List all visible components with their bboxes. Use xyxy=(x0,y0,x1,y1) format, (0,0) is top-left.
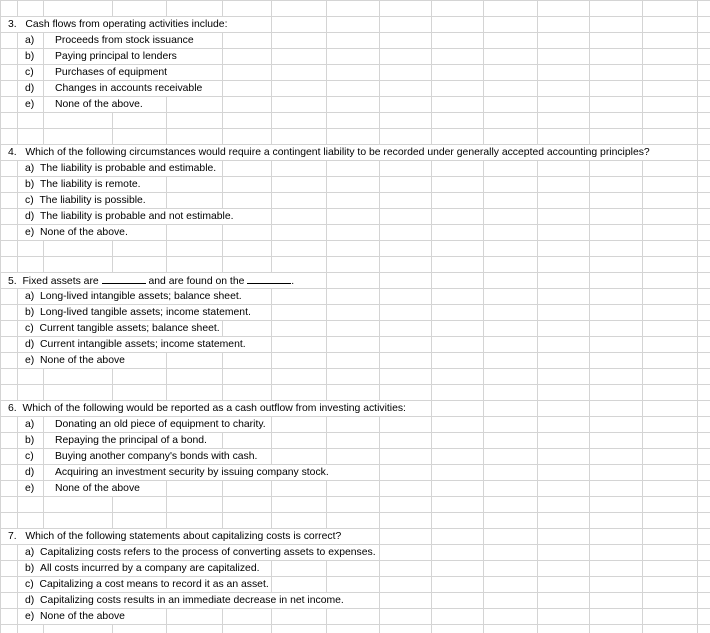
question-text-part2: and are found on the xyxy=(148,276,245,287)
q3-option-a[interactable] xyxy=(25,33,36,48)
question-text: Which of the following would be reported as a cash outflow from investing activities: xyxy=(22,403,406,414)
q3-option-e-text[interactable] xyxy=(55,97,145,112)
q5-option-d[interactable] xyxy=(25,337,248,352)
grid-row-line xyxy=(0,112,710,113)
grid-column-line xyxy=(589,0,590,633)
grid-row-line xyxy=(0,128,710,129)
q6-option-d[interactable] xyxy=(25,465,36,480)
grid-column-line xyxy=(379,0,380,633)
option-letter: d) xyxy=(25,467,35,478)
option-letter: c) xyxy=(25,323,34,334)
option-letter: e) xyxy=(25,355,35,366)
q4-option-b[interactable] xyxy=(25,177,143,192)
grid-row-line xyxy=(0,240,710,241)
option-text: None of the above. xyxy=(55,99,143,110)
q4-option-c[interactable] xyxy=(25,193,148,208)
option-text: None of the above xyxy=(55,483,140,494)
q6-option-a[interactable] xyxy=(25,417,36,432)
q3-option-a-text[interactable] xyxy=(55,33,196,48)
option-letter: d) xyxy=(25,595,35,606)
option-text: The liability is possible. xyxy=(39,195,146,206)
option-letter: e) xyxy=(25,99,35,110)
option-text: Long-lived tangible assets; income statement. xyxy=(40,307,251,318)
option-letter: e) xyxy=(25,227,35,238)
grid-column-line xyxy=(642,0,643,633)
question-4-stem[interactable] xyxy=(8,145,652,160)
question-number: 7. xyxy=(8,531,17,542)
q6-option-b[interactable] xyxy=(25,433,36,448)
q7-option-c[interactable] xyxy=(25,577,271,592)
option-letter: b) xyxy=(25,179,35,190)
q4-option-a[interactable] xyxy=(25,161,218,176)
q5-option-b[interactable] xyxy=(25,305,253,320)
option-letter: c) xyxy=(25,451,34,462)
option-text: The liability is remote. xyxy=(40,179,141,190)
q7-option-e[interactable] xyxy=(25,609,127,624)
q3-option-b[interactable] xyxy=(25,49,36,64)
q6-option-b-text[interactable] xyxy=(55,433,209,448)
q6-option-c-text[interactable] xyxy=(55,449,259,464)
question-6-stem[interactable] xyxy=(8,401,408,416)
question-text-part1: Fixed assets are xyxy=(22,276,99,287)
option-text: Capitalizing costs results in an immediate decrease in net income. xyxy=(40,595,344,606)
fill-in-blank[interactable] xyxy=(102,273,146,284)
question-text: Cash flows from operating activities include: xyxy=(25,19,228,30)
option-letter: b) xyxy=(25,563,35,574)
option-letter: e) xyxy=(25,483,35,494)
q5-option-c[interactable] xyxy=(25,321,222,336)
q3-option-c[interactable] xyxy=(25,65,36,80)
question-text: Which of the following statements about capitalizing costs is correct? xyxy=(25,531,342,542)
q7-option-b[interactable] xyxy=(25,561,262,576)
grid-row-line xyxy=(0,624,710,625)
option-letter: c) xyxy=(25,195,34,206)
question-7-stem[interactable] xyxy=(8,529,343,544)
option-text: Current intangible assets; income statement. xyxy=(40,339,246,350)
q3-option-d[interactable] xyxy=(25,81,36,96)
option-text: Capitalizing a cost means to record it as an asset. xyxy=(39,579,269,590)
q4-option-e[interactable] xyxy=(25,225,130,240)
grid-row-line xyxy=(0,256,710,257)
option-text: The liability is probable and estimable. xyxy=(40,163,217,174)
grid-column-line xyxy=(697,0,698,633)
option-text: The liability is probable and not estimable. xyxy=(40,211,234,222)
question-text: Which of the following circumstances would require a contingent liability to be recorded under generally accepted accounting principles? xyxy=(25,147,650,158)
q3-option-e[interactable] xyxy=(25,97,36,112)
q6-option-e[interactable] xyxy=(25,481,36,496)
q5-option-a[interactable] xyxy=(25,289,244,304)
option-letter: c) xyxy=(25,67,34,78)
grid-row-line xyxy=(0,384,710,385)
grid-column-line xyxy=(537,0,538,633)
q5-option-e[interactable] xyxy=(25,353,127,368)
option-text: Donating an old piece of equipment to charity. xyxy=(55,419,266,430)
grid-row-line xyxy=(0,496,710,497)
question-3-stem[interactable] xyxy=(8,17,229,32)
grid-column-line xyxy=(431,0,432,633)
question-number: 3. xyxy=(8,19,17,30)
q7-option-a[interactable] xyxy=(25,545,378,560)
q3-option-c-text[interactable] xyxy=(55,65,169,80)
q6-option-a-text[interactable] xyxy=(55,417,268,432)
q6-option-d-text[interactable] xyxy=(55,465,331,480)
option-letter: b) xyxy=(25,51,35,62)
option-letter: d) xyxy=(25,83,35,94)
option-letter: d) xyxy=(25,339,35,350)
question-number: 6. xyxy=(8,403,17,414)
option-letter: c) xyxy=(25,579,34,590)
option-letter: e) xyxy=(25,611,35,622)
q3-option-b-text[interactable] xyxy=(55,49,179,64)
option-text: Repaying the principal of a bond. xyxy=(55,435,207,446)
q4-option-d[interactable] xyxy=(25,209,236,224)
question-number: 4. xyxy=(8,147,17,158)
grid-column-line xyxy=(483,0,484,633)
question-number: 5. xyxy=(8,276,17,287)
option-letter: a) xyxy=(25,291,35,302)
grid-row-line xyxy=(0,512,710,513)
option-text: None of the above xyxy=(40,355,125,366)
option-letter: a) xyxy=(25,547,35,558)
q3-option-d-text[interactable] xyxy=(55,81,204,96)
option-letter: a) xyxy=(25,163,35,174)
option-text: Buying another company's bonds with cash. xyxy=(55,451,258,462)
option-letter: a) xyxy=(25,419,35,430)
option-text: None of the above xyxy=(40,611,125,622)
q6-option-e-text[interactable] xyxy=(55,481,142,496)
option-text: Current tangible assets; balance sheet. xyxy=(39,323,220,334)
option-text: Acquiring an investment security by issuing company stock. xyxy=(55,467,329,478)
grid-column-line xyxy=(0,0,1,633)
question-5-stem[interactable] xyxy=(8,273,296,288)
grid-row-line xyxy=(0,0,710,1)
option-text: Paying principal to lenders xyxy=(55,51,177,62)
option-text: All costs incurred by a company are capitalized. xyxy=(40,563,260,574)
option-letter: b) xyxy=(25,307,35,318)
option-letter: a) xyxy=(25,35,35,46)
q7-option-d[interactable] xyxy=(25,593,346,608)
option-text: None of the above. xyxy=(40,227,128,238)
grid-row-line xyxy=(0,368,710,369)
option-text: Long-lived intangible assets; balance sheet. xyxy=(40,291,242,302)
question-text-part3: . xyxy=(291,276,295,287)
q6-option-c[interactable] xyxy=(25,449,36,464)
option-text: Purchases of equipment xyxy=(55,67,168,78)
option-letter: b) xyxy=(25,435,35,446)
option-text: Proceeds from stock issuance xyxy=(55,35,194,46)
fill-in-blank[interactable] xyxy=(247,273,291,284)
option-text: Changes in accounts receivable xyxy=(55,83,203,94)
option-text: Capitalizing costs refers to the process of converting assets to expenses. xyxy=(40,547,376,558)
option-letter: d) xyxy=(25,211,35,222)
